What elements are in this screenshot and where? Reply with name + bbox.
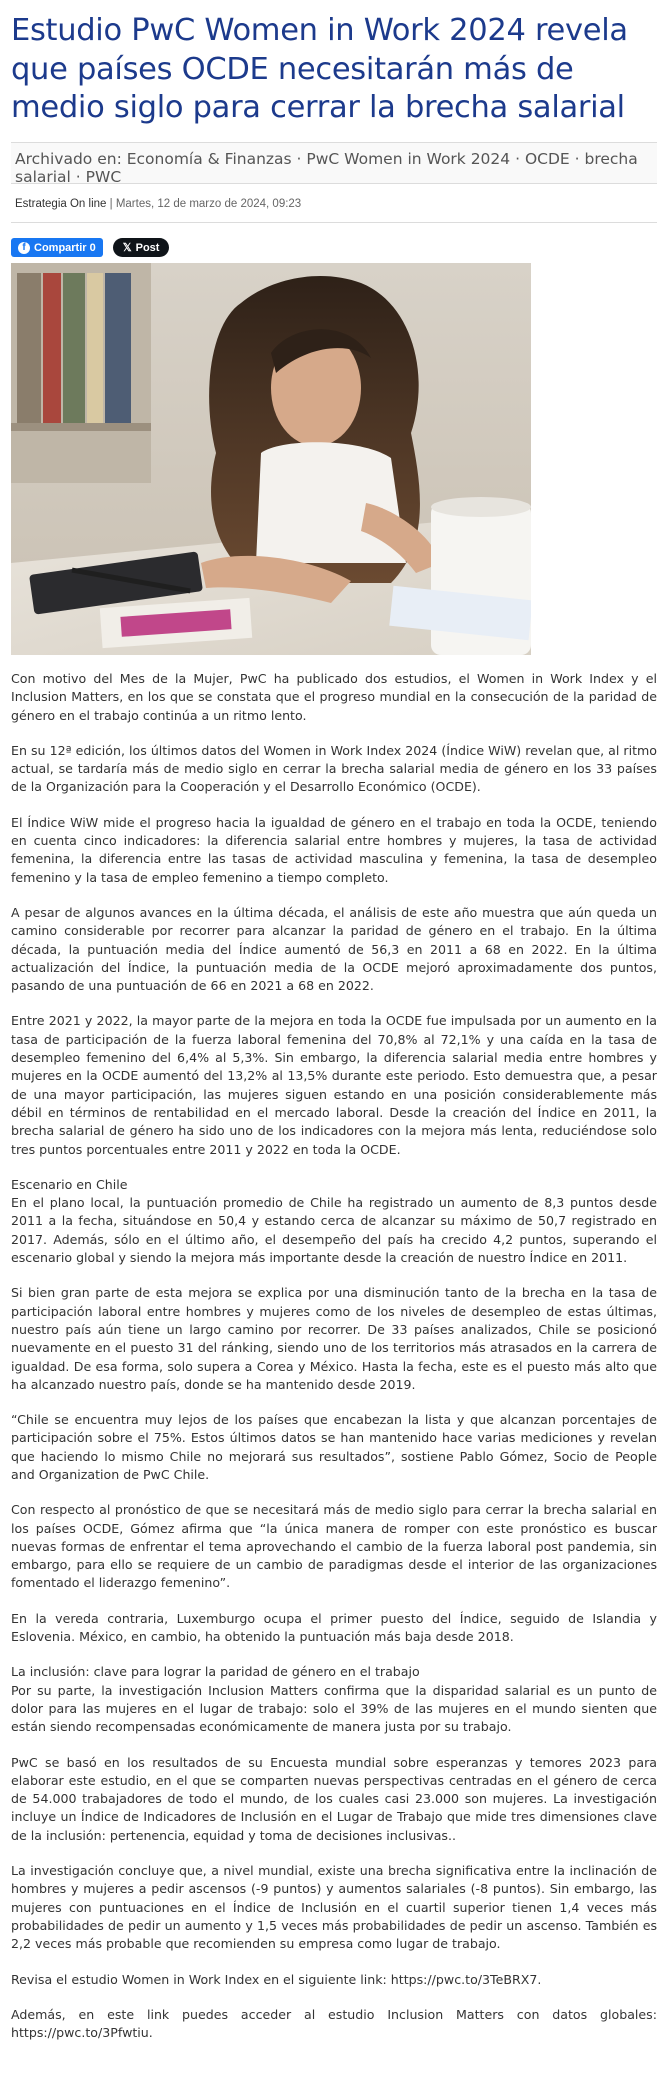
quote-paragraph: “Chile se encuentra muy lejos de los países que encabezan la lista y que alcanzan porcentajes de participación sobre el 75%. Estos últimos datos se han mantenido hace varias mediciones y revelan que haciendo lo mismo Chile no mejorará sus resultados”, sostiene Pablo Gómez, Socio de People and Organization de PwC Chile.	[11, 1412, 657, 1482]
paragraph: En la vereda contraria, Luxemburgo ocupa el primer puesto del Índice, seguido de Islandia y Eslovenia. México, en cambio, ha obtenido la puntuación más baja desde 2018.	[11, 1610, 657, 1645]
publish-date: Martes, 12 de marzo de 2024, 09:23	[115, 198, 302, 210]
x-post-label: Post	[135, 241, 160, 254]
tag-link-4[interactable]: PWC	[85, 168, 122, 186]
paragraph: La investigación concluye que, a nivel mundial, existe una brecha significativa entre la inclinación de hombres y mujeres a pedir ascensos (-9 puntos) y aumentos salariales (-8 puntos). Sin embargo, las mujeres con puntuaciones en el Índice de Inclusión en el cuartil superior tienen 1,4 veces más probabilidades de pedir un aumento y 1,5 veces más probabilidades de pedir un ascenso. También es 2,2 veces más probable que recomienden su empresa como lugar de trabajo.	[11, 1863, 657, 1952]
article-title: Estudio PwC Women in Work 2024 revela que países OCDE necesitarán más de medio siglo para cerrar la brecha salarial	[11, 13, 628, 125]
byline-separator: |	[106, 198, 116, 210]
archived-prefix: Archivado en:	[15, 150, 127, 168]
author: Estrategia On line	[15, 198, 107, 210]
paragraph: A pesar de algunos avances en la última década, el análisis de este año muestra que aún queda un camino considerable por recorrer para alcanzar la paridad de género en el trabajo. En la última década, la puntuación media del Índice aumentó de 56,3 en 2011 a 68 en 2022. En la última actualización del Índice, la puntuación media de la OCDE mejoró aproximadamente dos puntos, pasando de una puntuación de 66 en 2021 a 68 en 2022.	[11, 904, 657, 994]
tag-link-1[interactable]: PwC Women in Work 2024	[306, 150, 511, 168]
section-heading-inclusion: La inclusión: clave para lograr la paridad de género en el trabajo	[11, 1664, 420, 1680]
paragraph: En su 12ª edición, los últimos datos del Women in Work Index 2024 (Índice WiW) revelan que, al ritmo actual, se tardaría más de medio siglo en cerrar la brecha salarial media de género en los 33 países de la Organización para la Cooperación y el Desarrollo Económico (OCDE).	[11, 742, 657, 795]
paragraph: El Índice WiW mide el progreso hacia la igualdad de género en el trabajo en toda la OCDE, teniendo en cuenta cinco indicadores: la diferencia salarial entre hombres y mujeres, la tasa de actividad femenina, la diferencia entre las tasas de actividad masculina y femenina, la tasa de desempleo femenino y la tasa de empleo femenino a tiempo completo.	[11, 814, 657, 885]
paragraph: Con respecto al pronóstico de que se necesitará más de medio siglo para cerrar la brecha salarial en los países OCDE, Gómez afirma que “la única manera de romper con este pronóstico es buscar nuevas formas de enfrentar el tema aprovechando el cambio de la fuerza laboral post pandemia, sin embargo, para ello se requiere de un cambio de paradigmas desde el interior de las organizaciones fomentado el liderazgo femenino”.	[11, 1502, 657, 1591]
woman-writing-photo	[11, 263, 531, 655]
facebook-share-label: Compartir 0	[34, 241, 96, 254]
paragraph: Con motivo del Mes de la Mujer, PwC ha publicado dos estudios, el Women in Work Index y el Inclusion Matters, en los que se constata que el progreso mundial en la consecución de la paridad de género en el trabajo continúa a un ritmo lento.	[11, 671, 657, 723]
paragraph: Si bien gran parte de esta mejora se explica por una disminución tanto de la brecha en la tasa de participación laboral entre hombres y mujeres como de los niveles de desempleo de estas últimas, nuestro país aún tiene un largo camino por recorrer. De 33 países analizados, Chile se posicionó nuevamente en el puesto 31 del ránking, siendo uno de los territorios más atrasados en la carrera de igualdad. De esa forma, solo supera a Corea y México. Hasta la fecha, este es el puesto más alto que ha alcanzado nuestro país, donde se ha mantenido desde 2019.	[11, 1285, 657, 1392]
tag-separator: ·	[569, 150, 585, 168]
tag-separator: ·	[291, 150, 307, 168]
article-body	[11, 670, 657, 2059]
section-heading-chile: Escenario en Chile	[11, 1176, 128, 1192]
paragraph: En el plano local, la puntuación promedio de Chile ha registrado un aumento de 8,3 puntos desde 2011 a la fecha, situándose en 50,4 y estando cerca de alcanzar su máximo de 50,7 registrado en 2017. Además, sólo en el último año, el desempeño del país ha crecido 4,2 puntos, superando el escenario global y siendo la mejora más importante desde la creación de nuestro Índice en 2011.	[11, 1195, 657, 1266]
link-paragraph-wiw: Revisa el estudio Women in Work Index en el siguiente link: https://pwc.to/3TeBRX7.	[11, 1971, 542, 1987]
x-post-button[interactable]	[113, 238, 170, 257]
tag-separator: ·	[70, 168, 86, 186]
facebook-share-button[interactable]	[11, 238, 103, 257]
paragraph: Entre 2021 y 2022, la mayor parte de la mejora en toda la OCDE fue impulsada por un aumento en la tasa de participación de la fuerza laboral femenina del 70,8% al 72,1% y una caída en la tasa de desempleo femenino del 6,4% al 5,3%. Sin embargo, la diferencia salarial media entre hombres y mujeres en la OCDE aumentó del 13,2% al 13,5% durante este periodo. Esto demuestra que, a pesar de una mayor participación, las mujeres siguen estando en una posición considerablemente más débil en términos de rentabilidad en el mercado laboral. Desde la creación del Índice en 2011, la brecha salarial de género ha sido uno de los indicadores con la mejora más lenta, reduciéndose solo tres puntos porcentuales entre 2011 y 2022 en toda la OCDE.	[11, 1013, 657, 1157]
tag-separator: ·	[510, 150, 525, 168]
tag-link-3[interactable]: brecha salarial	[15, 150, 638, 186]
hero-image	[11, 263, 531, 655]
facebook-icon: f	[18, 242, 30, 254]
link-paragraph-inclusion: Además, en este link puedes acceder al estudio Inclusion Matters con datos globales: https://pwc.to/3Pfwtiu.	[11, 2006, 657, 2041]
share-bar	[11, 238, 169, 258]
archived-tags	[11, 143, 657, 186]
x-icon: 𝕏	[122, 242, 132, 254]
byline	[11, 193, 657, 223]
paragraph: PwC se basó en los resultados de su Encuesta mundial sobre esperanzas y temores 2023 para elaborar este estudio, en el que se comparten nuevas perspectivas centradas en el género de cerca de 54.000 trabajadores de todo el mundo, de los cuales casi 23.000 son mujeres. La investigación incluye un Índice de Indicadores de Inclusión en el Lugar de Trabajo que mide tres dimensiones clave de la inclusión: pertenencia, equidad y toma de decisiones inclusivas..	[11, 1754, 657, 1843]
paragraph: Por su parte, la investigación Inclusion Matters confirma que la disparidad salarial es un punto de dolor para las mujeres en el lugar de trabajo: solo el 39% de las mujeres en el mundo sienten que están siendo recompensadas económicamente de manera justa por su trabajo.	[11, 1682, 657, 1735]
tag-link-0[interactable]: Economía & Finanzas	[126, 150, 292, 168]
tag-link-2[interactable]: OCDE	[524, 150, 570, 168]
archived-tags-bar	[11, 142, 657, 184]
